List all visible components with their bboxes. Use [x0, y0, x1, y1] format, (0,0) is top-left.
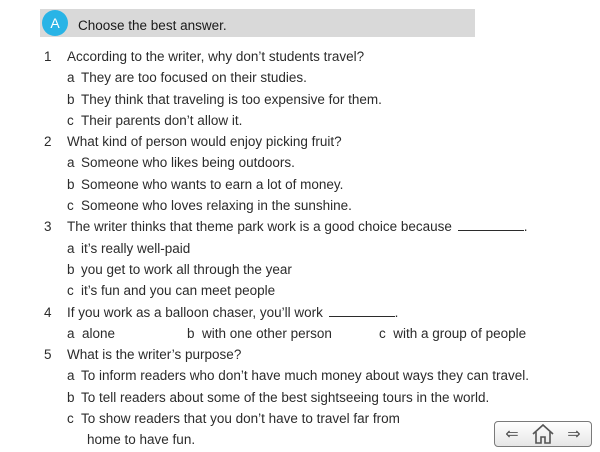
option-letter: b — [67, 176, 75, 192]
option-text: Someone who wants to earn a lot of money. — [81, 176, 344, 192]
section-header — [40, 9, 475, 37]
navigation-bar — [494, 421, 592, 447]
home-icon[interactable] — [529, 422, 557, 446]
question-2 — [0, 131, 600, 216]
question-text: What is the writer’s purpose? — [67, 347, 242, 363]
option-4c[interactable] — [379, 323, 526, 344]
option-2b[interactable] — [0, 174, 600, 195]
section-badge: A — [42, 10, 68, 36]
option-3a[interactable] — [0, 238, 600, 259]
question-number: 2 — [44, 134, 52, 150]
option-letter: b — [67, 261, 75, 277]
option-letter: a — [67, 240, 75, 256]
option-text: it’s fun and you can meet people — [81, 283, 276, 299]
option-letter: b — [67, 389, 75, 405]
option-letter: a — [67, 368, 75, 384]
question-text: If you work as a balloon chaser, you’ll work — [67, 304, 323, 320]
option-text: with one other person — [202, 325, 332, 341]
question-1 — [0, 46, 600, 131]
question-text: What kind of person would enjoy picking fruit? — [67, 134, 342, 150]
option-text: with a group of people — [393, 325, 527, 341]
option-text: To show readers that you don’t have to travel far from — [81, 411, 400, 427]
question-number: 1 — [44, 49, 52, 64]
option-1b[interactable] — [0, 89, 600, 110]
option-letter: c — [379, 325, 386, 341]
right-arrow-icon[interactable]: ⇒ — [567, 424, 581, 443]
option-letter: a — [67, 325, 75, 341]
option-2a[interactable] — [0, 152, 600, 173]
question-number: 5 — [44, 347, 52, 363]
option-letter: c — [67, 411, 74, 427]
answer-blank[interactable] — [458, 217, 524, 231]
option-4a[interactable] — [67, 323, 115, 344]
option-letter: a — [67, 155, 75, 171]
option-text: They are too focused on their studies. — [81, 70, 307, 86]
option-text: Someone who likes being outdoors. — [81, 155, 295, 171]
option-5a[interactable] — [0, 365, 600, 386]
question-number: 4 — [44, 304, 52, 320]
left-arrow-icon[interactable]: ⇐ — [505, 424, 519, 443]
option-text: you get to work all through the year — [81, 261, 292, 277]
option-1c[interactable] — [0, 110, 600, 131]
option-text: To tell readers about some of the best sightseeing tours in the world. — [81, 389, 490, 405]
question-3: 3 The writer thinks that theme park work is a good choice because . a it’s really well-paid b you get to work all through the year c it’s fun and you can meet people — [0, 216, 600, 301]
option-letter: c — [67, 112, 74, 128]
option-letter: a — [67, 70, 75, 86]
option-text-continuation: home to have fun. — [87, 432, 196, 448]
option-letter: c — [67, 198, 74, 214]
question-4: 4 If you work as a balloon chaser, you’ll work . a alone b with one other person c with a group of people — [0, 302, 600, 345]
option-text: To inform readers who don’t have much money about ways they can travel. — [81, 368, 529, 384]
option-3c[interactable] — [0, 280, 600, 301]
option-text: Someone who loves relaxing in the sunshine. — [81, 198, 352, 214]
option-text: Their parents don’t allow it. — [81, 112, 243, 128]
option-letter: b — [67, 91, 75, 107]
option-text: alone — [82, 325, 116, 341]
option-1a[interactable] — [0, 67, 600, 88]
option-5b[interactable] — [0, 387, 600, 408]
question-list — [0, 46, 600, 451]
option-3b[interactable] — [0, 259, 600, 280]
answer-blank[interactable] — [329, 303, 395, 317]
option-4b[interactable] — [187, 323, 332, 344]
option-text: They think that traveling is too expensive for them. — [81, 91, 382, 107]
option-text: it’s really well-paid — [81, 240, 191, 256]
option-letter: b — [187, 325, 195, 341]
instruction-text: Choose the best answer. — [78, 18, 227, 33]
option-letter: c — [67, 283, 74, 299]
question-number: 3 — [44, 219, 52, 235]
option-2c[interactable] — [0, 195, 600, 216]
question-text: The writer thinks that theme park work is a good choice because — [67, 219, 452, 235]
question-text: According to the writer, why don’t students travel? — [67, 49, 365, 64]
